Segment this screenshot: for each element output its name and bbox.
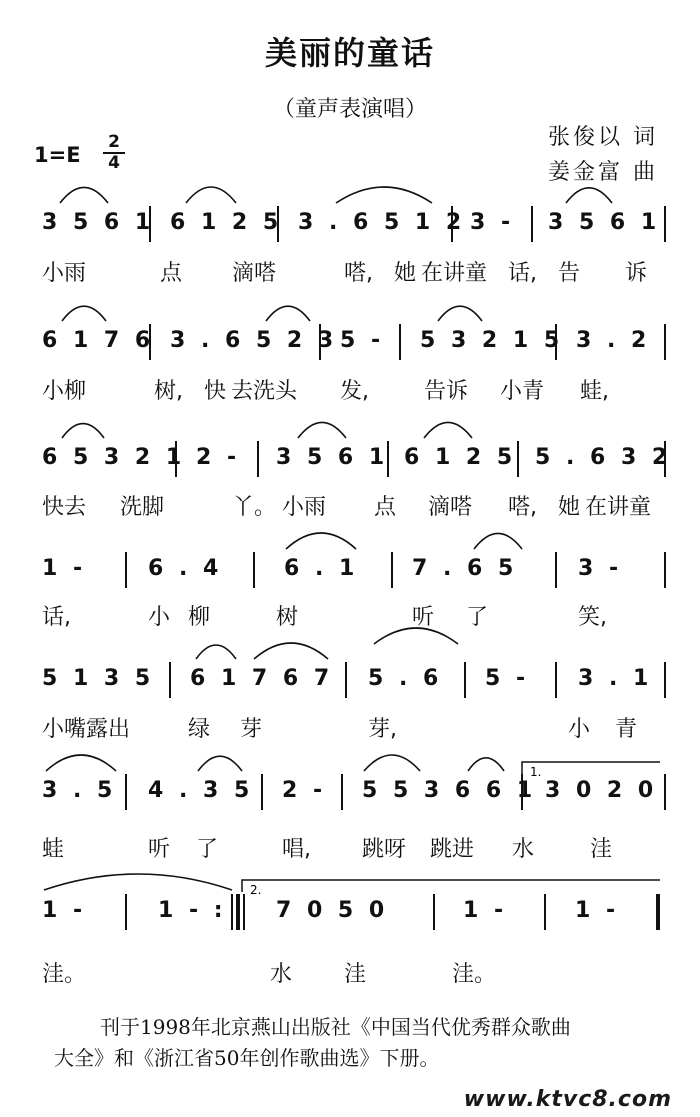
slur xyxy=(46,755,116,771)
notation-row xyxy=(0,210,700,250)
slur xyxy=(60,187,108,203)
notation-measure: 2 - xyxy=(196,445,241,470)
lyric-word: 话, xyxy=(508,261,537,286)
notation-measure: 3 . 6 5 2 3 xyxy=(170,328,338,353)
notation-measure: 3 5 6 1 xyxy=(276,445,389,470)
notation-row xyxy=(0,445,700,485)
lyric-word: 了 xyxy=(196,837,219,862)
notation-measure: 1 - xyxy=(463,898,508,923)
lyric-word: 柳 xyxy=(188,605,211,630)
lyric-word: 树 xyxy=(276,605,299,630)
lyric-word: 滴嗒 xyxy=(232,261,277,286)
footnote-line-1: 刊于1998年北京燕山出版社《中国当代优秀群众歌曲 xyxy=(100,1015,571,1039)
lyric-word: 丫。 xyxy=(232,495,277,520)
lyric-word: 快 xyxy=(204,379,227,404)
notation-measure: 7 0 5 0 xyxy=(276,898,389,923)
lyric-word: 点 xyxy=(374,495,397,520)
volta-2-label: 2. xyxy=(250,883,262,897)
notation-measure: 3 . 5 xyxy=(42,778,117,803)
volta-1-label: 1. xyxy=(530,765,542,779)
key-signature: 1=E xyxy=(34,143,81,167)
lyric-word: 嗒, xyxy=(508,495,537,520)
lyric-word: 绿 xyxy=(188,717,211,742)
notation-measure: 5 5 3 6 6 1 xyxy=(362,778,537,803)
notation-row xyxy=(0,666,700,706)
slur xyxy=(364,755,420,771)
notation-measure: 6 1 2 5 xyxy=(170,210,283,235)
composer-credit: 姜金富 曲 xyxy=(548,160,658,185)
slur xyxy=(62,306,106,321)
watermark: www.ktvc8.com xyxy=(463,1087,672,1112)
notation-measure: 2 - xyxy=(282,778,327,803)
lyric-word: 告 xyxy=(558,261,581,286)
notation-measure: 1 - xyxy=(575,898,620,923)
notation-measure: 3 5 6 1 xyxy=(548,210,661,235)
notation-measure: 7 . 6 5 xyxy=(412,556,518,581)
lyric-word: 了 xyxy=(466,605,489,630)
lyric-word: 洼 xyxy=(344,962,367,987)
lyric-word: 唱, xyxy=(282,837,311,862)
notation-measure: 5 - xyxy=(340,328,385,353)
slur xyxy=(336,187,432,203)
notation-measure: 6 1 7 6 7 xyxy=(190,666,334,691)
notation-measure: 5 3 2 1 5 xyxy=(420,328,564,353)
slur xyxy=(254,643,328,659)
lyric-word: 跳进 xyxy=(430,837,475,862)
slur xyxy=(186,187,236,203)
lyric-word: 她 xyxy=(558,495,581,520)
lyric-word: 洗脚 xyxy=(120,495,165,520)
lyric-row xyxy=(0,374,700,404)
lyric-word: 蛙 xyxy=(42,837,65,862)
lyric-word: 树, xyxy=(154,379,183,404)
lyric-word: 点 xyxy=(160,261,183,286)
notation-measure: 5 - xyxy=(485,666,530,691)
notation-measure: 6 5 3 2 1 xyxy=(42,445,186,470)
lyric-word: 小柳 xyxy=(42,379,87,404)
lyric-word: 小 xyxy=(568,717,591,742)
lyric-word: 洼 xyxy=(590,837,613,862)
lyric-word: 蛙, xyxy=(580,379,609,404)
lyric-word: 洼。 xyxy=(42,962,87,987)
lyric-word: 小嘴露出 xyxy=(42,717,131,742)
notation-measure: 3 5 6 1 xyxy=(42,210,155,235)
notation-measure: 6 . 1 xyxy=(284,556,359,581)
lyric-word: 听 xyxy=(148,837,171,862)
lyric-word: 芽 xyxy=(240,717,263,742)
notation-measure: 3 0 2 0 xyxy=(545,778,658,803)
lyric-word: 跳呀 xyxy=(362,837,407,862)
lyric-word: 她 xyxy=(394,261,417,286)
lyric-row xyxy=(0,490,700,520)
slur xyxy=(424,422,472,438)
slur xyxy=(62,424,104,438)
lyric-word: 发, xyxy=(340,379,369,404)
slur xyxy=(474,533,522,549)
lyric-word: 小 xyxy=(148,605,171,630)
lyric-word: 快去 xyxy=(42,495,87,520)
slur xyxy=(286,533,356,549)
slur xyxy=(298,422,346,438)
notation-measure: 3 . 2 xyxy=(576,328,651,353)
lyric-word: 水 xyxy=(270,962,293,987)
slur xyxy=(566,188,612,203)
footnote xyxy=(54,1012,674,1074)
slur xyxy=(438,306,482,321)
notation-measure: 6 1 2 5 xyxy=(404,445,517,470)
lyric-word: 在讲童 xyxy=(421,261,488,286)
lyric-word: 小雨 xyxy=(282,495,327,520)
lyric-word: 告诉 xyxy=(424,379,469,404)
notation-measure: 3 . 1 xyxy=(578,666,653,691)
time-signature-top: 2 xyxy=(108,132,120,152)
lyric-row xyxy=(0,832,700,862)
notation-measure: 3 - xyxy=(578,556,623,581)
notation-row xyxy=(0,328,700,368)
slur xyxy=(468,758,504,771)
slur xyxy=(266,306,310,321)
lyric-word: 在讲童 xyxy=(585,495,652,520)
lyric-word: 芽, xyxy=(368,717,397,742)
slur xyxy=(44,874,232,890)
notation-measure: 3 . 6 5 1 2 xyxy=(298,210,466,235)
footnote-line-2: 大全》和《浙江省50年创作歌曲选》下册。 xyxy=(54,1046,440,1070)
lyric-word: 诉 xyxy=(625,261,648,286)
lyric-row xyxy=(0,712,700,742)
lyric-word: 嗒, xyxy=(344,261,373,286)
notation-measure: 1 - xyxy=(42,898,87,923)
notation-measure: 5 . 6 xyxy=(368,666,443,691)
lyric-word: 洼。 xyxy=(452,962,497,987)
lyric-row xyxy=(0,256,700,286)
lyric-word: 小青 xyxy=(500,379,545,404)
lyricist-credit: 张俊以 词 xyxy=(548,125,658,150)
notation-row xyxy=(0,778,700,818)
notation-measure: 3 - xyxy=(470,210,515,235)
notation-measure: 1 - xyxy=(42,556,87,581)
notation-measure: 5 1 3 5 xyxy=(42,666,155,691)
notation-measure: 5 . 6 3 2 xyxy=(535,445,672,470)
notation-row xyxy=(0,556,700,596)
volta-1 xyxy=(522,762,660,774)
lyric-word: 去洗头 xyxy=(231,379,298,404)
lyric-word: 水 xyxy=(512,837,535,862)
lyric-row xyxy=(0,957,700,987)
lyric-word: 听 xyxy=(412,605,435,630)
lyric-row xyxy=(0,600,700,630)
slur xyxy=(196,645,236,659)
notation-measure: 1 - : xyxy=(158,898,227,923)
notation-measure: 4 . 3 5 xyxy=(148,778,254,803)
notation-row xyxy=(0,898,700,938)
lyric-word: 话, xyxy=(42,605,71,630)
lyric-word: 笑, xyxy=(578,605,607,630)
slur xyxy=(198,756,242,771)
notation-measure: 6 1 7 6 xyxy=(42,328,155,353)
time-signature-bottom: 4 xyxy=(108,153,120,173)
volta-2 xyxy=(242,880,660,892)
lyric-word: 青 xyxy=(615,717,638,742)
lyric-word: 小雨 xyxy=(42,261,87,286)
song-title: 美丽的童话 xyxy=(264,34,435,72)
song-subtitle: （童声表演唱） xyxy=(272,97,427,122)
notation-measure: 6 . 4 xyxy=(148,556,223,581)
lyric-word: 滴嗒 xyxy=(428,495,473,520)
